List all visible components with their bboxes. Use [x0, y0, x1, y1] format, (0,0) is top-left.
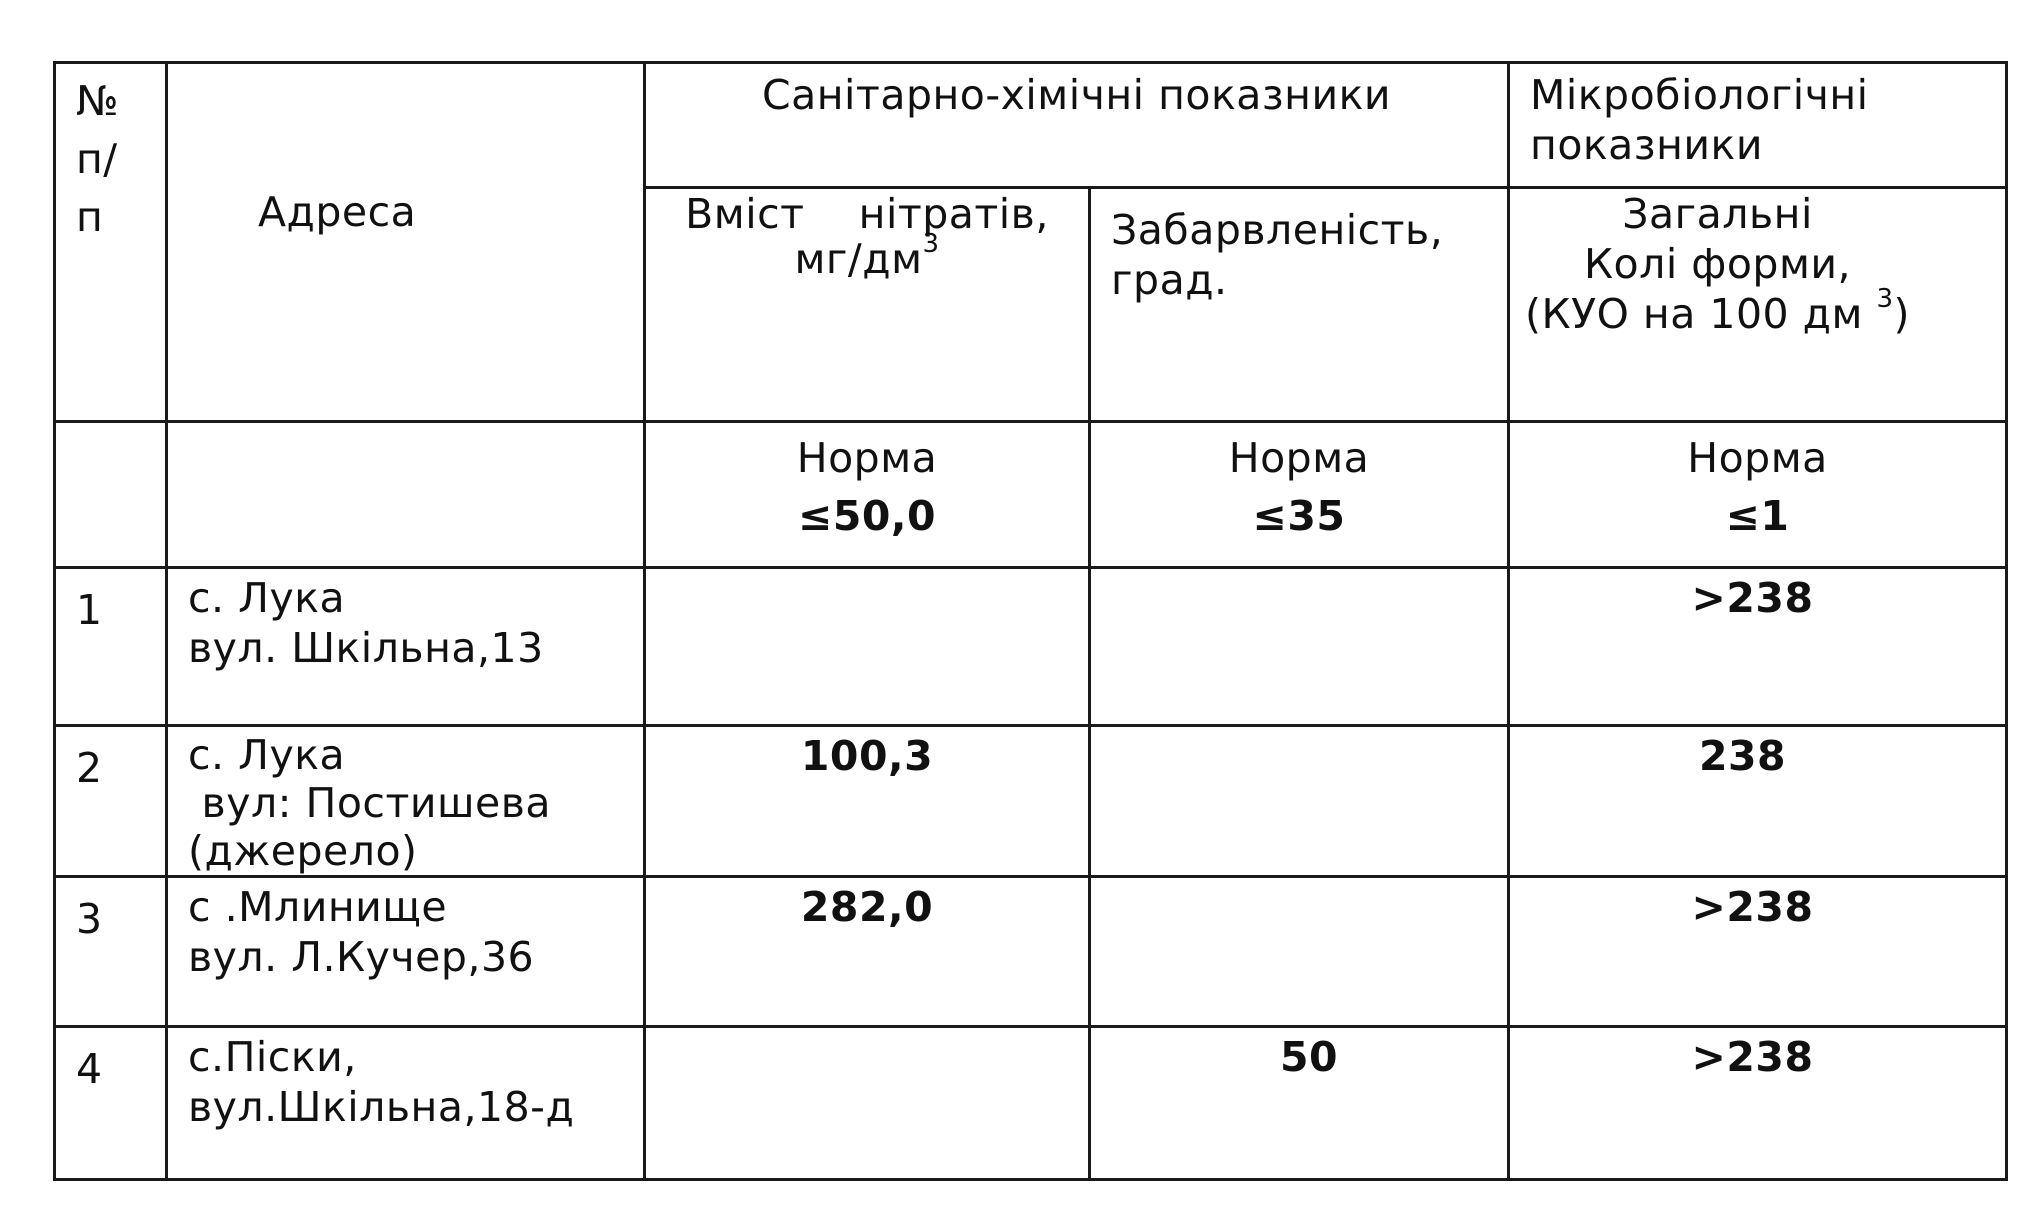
table-row [55, 1027, 2007, 1180]
water-quality-table [53, 61, 2008, 1181]
row-color: 50 [1090, 1027, 1509, 1180]
header-sanitary-group [645, 63, 1509, 188]
header-nitrates-cell [645, 188, 1090, 422]
norm-coliform-label: Норма [1687, 434, 1828, 482]
table-row [55, 877, 2007, 1027]
row-nitrates [645, 1027, 1090, 1180]
row-color [1090, 726, 1509, 877]
header-coliform-line1: Загальні [1622, 190, 1813, 238]
row-address-line: (джерело) [188, 827, 418, 875]
header-coliform-unit: (КУО на 100 дм [1525, 290, 1877, 338]
header-coliform-close: ) [1893, 290, 1911, 338]
row-address [167, 877, 645, 1027]
header-color-cell [1090, 188, 1509, 422]
header-nitrates-unit: мг/дм [794, 235, 923, 283]
row-color [1090, 877, 1509, 1027]
row-nitrates: 100,3 [645, 726, 1090, 877]
header-nitrates-sup: 3 [922, 229, 940, 260]
norm-nitrates-cell [645, 422, 1090, 568]
header-coliform-cell [1509, 188, 2007, 422]
row-address [167, 726, 645, 877]
norm-color-value: ≤35 [1252, 492, 1346, 540]
header-number-cell [55, 63, 167, 422]
header-color-line1: Забарвленість, [1111, 206, 1444, 254]
header-coliform-line2: Колі форми, [1583, 240, 1852, 288]
header-sanitary-label: Санітарно-хімічні показники [761, 71, 1392, 119]
row-address [167, 1027, 645, 1180]
row-coliform: >238 [1509, 568, 2007, 726]
norm-nitrates-label: Норма [796, 434, 938, 482]
row-number: 1 [55, 568, 167, 726]
row-address-line: вул.Шкільна,18-д [188, 1083, 575, 1131]
row-nitrates [645, 568, 1090, 726]
header-micro-line: показники [1530, 121, 1763, 169]
row-number: 3 [55, 877, 167, 1027]
row-address-line: с. Лука [188, 574, 346, 622]
row-coliform: >238 [1509, 1027, 2007, 1180]
row-address-line: вул. Л.Кучер,36 [188, 933, 535, 981]
norm-coliform-cell [1509, 422, 2007, 568]
header-number-line: № [76, 77, 120, 125]
norm-nitrates-value: ≤50,0 [797, 492, 936, 540]
header-micro-group [1509, 63, 2007, 188]
row-address-line: с .Млинище [188, 883, 448, 931]
row-address-line: вул. Шкільна,13 [188, 624, 544, 672]
header-color-line2: град. [1111, 256, 1228, 304]
header-micro-line: Мікробіологічні [1530, 71, 1869, 119]
row-address [167, 568, 645, 726]
row-coliform: 238 [1509, 726, 2007, 877]
table-row [55, 568, 2007, 726]
header-nitrates-line2 [646, 229, 1088, 283]
norms-empty-address [167, 422, 645, 568]
header-address-label: Адреса [258, 188, 417, 236]
row-number: 2 [55, 726, 167, 877]
header-address-cell [167, 63, 645, 422]
header-row-groups [55, 63, 2007, 188]
row-number: 4 [55, 1027, 167, 1180]
header-number-line: п [76, 193, 104, 241]
norms-empty-num [55, 422, 167, 568]
header-nitrates-line1: Вміст нітратів, [685, 190, 1049, 238]
row-address-line: с.Піски, [188, 1033, 357, 1081]
header-number-line: п/ [76, 135, 118, 183]
norm-coliform-value: ≤1 [1725, 492, 1790, 540]
row-color [1090, 568, 1509, 726]
header-coliform-sup: 3 [1876, 284, 1894, 315]
row-address-line: с. Лука [188, 731, 346, 779]
row-address-line: вул: Постишева [188, 779, 552, 827]
row-nitrates: 282,0 [645, 877, 1090, 1027]
norm-color-label: Норма [1228, 434, 1370, 482]
norms-row [55, 422, 2007, 568]
header-coliform-line3 [1510, 284, 1925, 339]
row-coliform: >238 [1509, 877, 2007, 1027]
table-row [55, 726, 2007, 877]
norm-color-cell [1090, 422, 1509, 568]
